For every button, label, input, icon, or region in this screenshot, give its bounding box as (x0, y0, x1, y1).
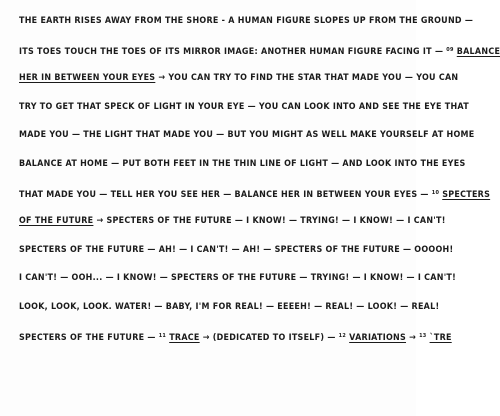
lyric-text: THAT MADE YOU — TELL HER YOU SEE HER — BALANCE HER IN BETWEEN YOUR EYES — (19, 189, 432, 200)
track-title: VARIATIONS (349, 332, 407, 343)
lyric-line (19, 179, 491, 208)
lyric-line (19, 150, 466, 179)
lyric-text: MADE YOU — THE LIGHT THAT MADE YOU — BUT YOU MIGHT AS WELL MAKE YOURSELF AT HOME (19, 130, 475, 141)
track-number: 12 (338, 332, 347, 339)
track-title: `TRE (429, 332, 452, 343)
lyric-line (19, 93, 469, 122)
track-number: 13 (419, 332, 427, 339)
lyric-line (19, 121, 475, 150)
lyric-text: → (406, 332, 420, 343)
track-title: HER IN BETWEEN YOUR EYES (19, 73, 156, 84)
lyric-text: THE EARTH RISES AWAY FROM THE SHORE - A HUMAN FIGURE SLOPES UP FROM THE GROUND — (19, 16, 474, 26)
lyric-text: SPECTERS OF THE FUTURE — (19, 332, 159, 343)
lyric-text: LOOK, LOOK, LOOK. WATER! — BABY, I'M FOR REAL! — EEEEH! — REAL! — LOOK! — REAL! (19, 301, 440, 312)
lyric-text: SPECTERS OF THE FUTURE — AH! — I CAN'T! — AH! — SPECTERS OF THE FUTURE — OOOOH! (19, 244, 454, 255)
track-number: 11 (158, 332, 167, 339)
lyric-text: ITS TOES TOUCH THE TOES OF ITS MIRROR IMAGE: ANOTHER HUMAN FIGURE FACING IT — (19, 46, 447, 57)
lyrics-text (19, 7, 500, 350)
lyric-line (19, 36, 500, 65)
lyric-line (19, 293, 440, 322)
lyric-text: → YOU CAN TRY TO FIND THE STAR THAT MADE YOU — YOU CAN (155, 73, 459, 84)
lyric-line (19, 7, 474, 36)
lyric-line (19, 264, 457, 293)
track-title: TRACE (169, 332, 200, 343)
lyric-text: BALANCE AT HOME — PUT BOTH FEET IN THE THIN LINE OF LIGHT — AND LOOK INTO THE EYES (19, 158, 466, 169)
lyric-line (19, 207, 446, 236)
track-title: BALANCE (456, 46, 500, 57)
track-number: 10 (431, 189, 440, 196)
track-title: SPECTERS (442, 189, 491, 200)
lyric-line (19, 322, 452, 351)
track-title: OF THE FUTURE (19, 216, 94, 227)
lyric-text: → (DEDICATED TO ITSELF) — (199, 332, 339, 343)
track-number: 09 (446, 46, 454, 53)
lyric-text: TRY TO GET THAT SPECK OF LIGHT IN YOUR EYE — YOU CAN LOOK INTO AND SEE THE EYE THAT (19, 101, 469, 112)
lyric-line (19, 64, 459, 93)
lyric-text: I CAN'T! — OOH... — I KNOW! — SPECTERS OF THE FUTURE — TRYING! — I KNOW! — I CAN'T! (19, 273, 457, 284)
lyric-line (19, 236, 454, 265)
lyric-text: → SPECTERS OF THE FUTURE — I KNOW! — TRYING! — I KNOW! — I CAN'T! (93, 216, 446, 227)
